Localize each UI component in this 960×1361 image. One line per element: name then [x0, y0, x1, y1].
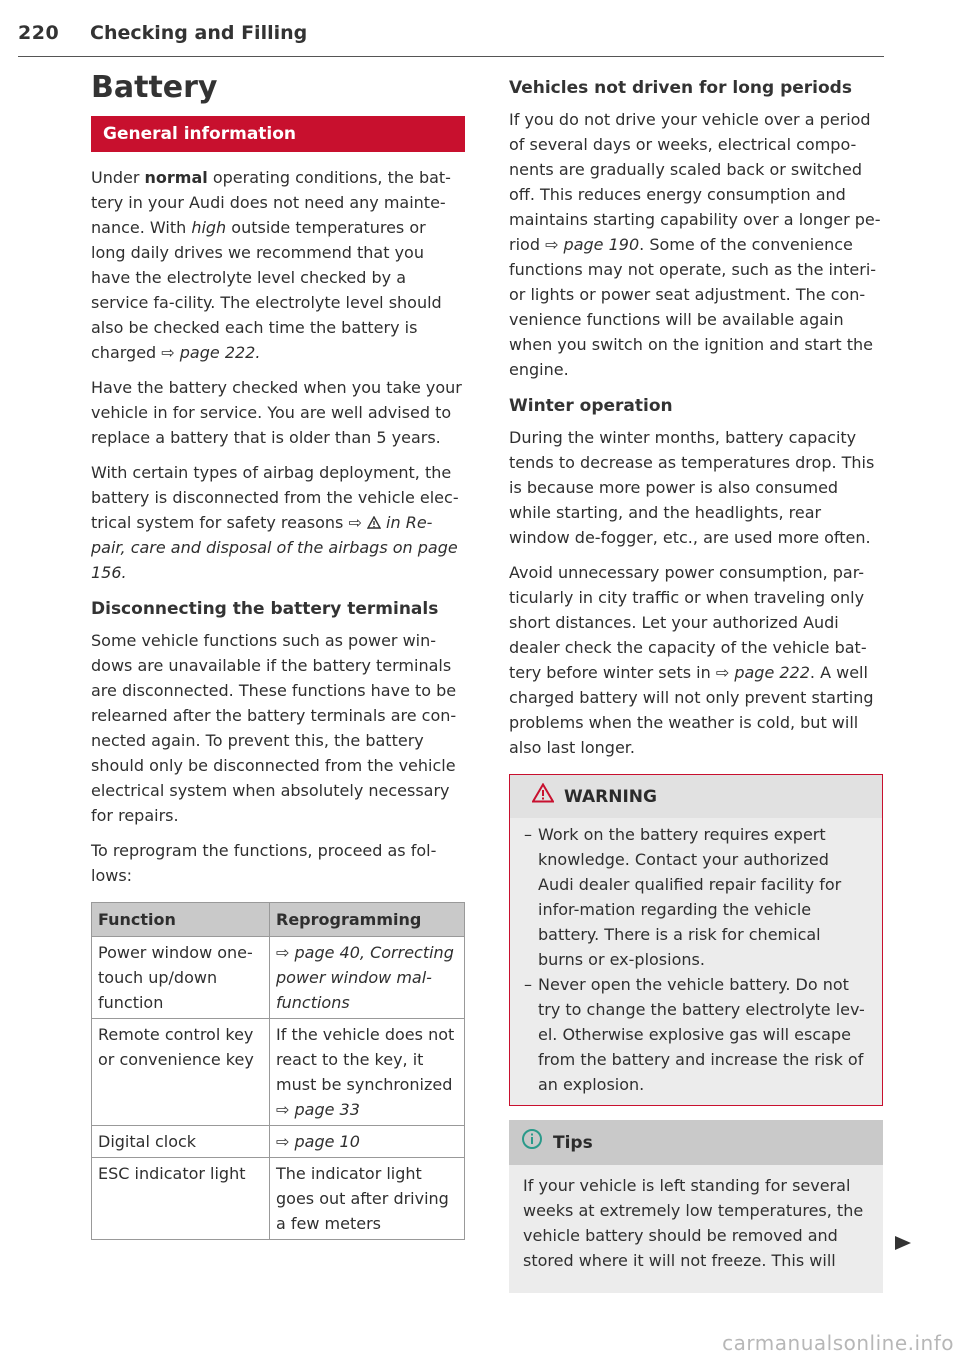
section-bar: General information — [91, 116, 465, 152]
table-row — [92, 937, 465, 1019]
paragraph-airbag — [91, 460, 465, 585]
continue-arrow-icon — [893, 1234, 913, 1256]
tips-text: If your vehicle is left standing for several weeks at extremely low temperatures, the vehicle battery should be removed and stored where it will not freeze. This will — [523, 1176, 864, 1270]
warning-body — [510, 818, 882, 1105]
left-column — [91, 70, 465, 1240]
page-link[interactable]: in Re-pair, care and disposal of the airbags on page 156. — [91, 513, 458, 582]
table-row — [92, 1158, 465, 1240]
text-span: outside temperatures or long daily drives we recommend that you have the electrolyte level checked by a service fa-cility. The electrolyte level should also be checked each time the battery is charged — [91, 218, 442, 362]
right-column — [509, 70, 883, 1293]
table-cell: ESC indicator light — [92, 1158, 270, 1240]
page-link[interactable]: ⇨ page 222. — [161, 343, 261, 362]
table-header-row — [92, 903, 465, 937]
italic-high: high — [191, 218, 227, 237]
table-cell[interactable]: ⇨ page 40, Correcting power window mal-functions — [270, 937, 465, 1019]
warning-box — [509, 774, 883, 1106]
paragraph-disconnecting: Some vehicle functions such as power win-dows are unavailable if the battery terminals are disconnected. These functions have to be relearned after the battery terminals are con-nected again. To prevent this, the battery should only be disconnected from the vehicle electrical system when absolutely necessary for repairs. — [91, 631, 457, 825]
text-span: Under — [91, 168, 145, 187]
heading-disconnecting: Disconnecting the battery terminals — [91, 599, 439, 619]
text-span: . A well charged battery will not only prevent starting problems when the weather is cold, but will also last longer. — [509, 663, 874, 757]
table-row — [92, 1019, 465, 1126]
table-cell: The indicator light goes out after driving a few meters — [270, 1158, 465, 1240]
warning-text: Work on the battery requires expert knowledge. Contact your authorized Audi dealer qualified repair facility for infor-mation regarding the vehicle battery. There is a risk for chemical burns or ex-plosions. — [538, 825, 842, 969]
reprogramming-table — [91, 902, 465, 1240]
text-span: If the vehicle does not react to the key, it must be synchronized — [276, 1025, 455, 1094]
table-row — [92, 1126, 465, 1158]
page-link[interactable]: ⇨ page 222 — [715, 663, 810, 682]
warning-text: Never open the vehicle battery. Do not try to change the battery electrolyte lev-el. Otherwise explosive gas will escape from the battery and increase the risk of an explosion. — [538, 975, 865, 1094]
text-span: Avoid unnecessary power consumption, par-ticularly in city traffic or when traveling only short distances. Let your authorized Audi dealer check the capacity of the vehicle bat-tery before winter sets in — [509, 563, 867, 682]
table-cell[interactable]: ⇨ page 10 — [270, 1126, 465, 1158]
table-header: Function — [92, 903, 270, 937]
tips-title: Tips — [553, 1132, 593, 1153]
table-cell: Power window one-touch up/down function — [92, 937, 270, 1019]
dash: – — [524, 975, 532, 994]
tips-body — [509, 1165, 883, 1293]
dash: – — [524, 825, 532, 844]
paragraph-normal-operation — [91, 165, 465, 365]
bold-normal: normal — [144, 168, 208, 187]
arrow-ref: ⇨ — [348, 513, 367, 532]
info-icon — [521, 1128, 543, 1157]
paragraph-avoid-consumption — [509, 560, 883, 760]
warning-triangle-icon — [532, 783, 554, 810]
text-span: . Some of the convenience functions may not operate, such as the interi-or lights or power seat adjustment. The con-venience functions will be available again when you switch on the ignition and start the engine. — [509, 235, 877, 379]
page-header — [18, 22, 884, 57]
text-span: operating conditions, the bat-tery in your Audi does not need any mainte-nance. With — [91, 168, 451, 237]
list-item — [524, 822, 868, 972]
paragraph-long-periods — [509, 107, 883, 382]
paragraph-service: Have the battery checked when you take your vehicle in for service. You are well advised to replace a battery that is older than 5 years. — [91, 378, 462, 447]
section-title: Checking and Filling — [90, 22, 308, 44]
watermark: carmanualsonline.info — [722, 1331, 954, 1355]
table-header: Reprogramming — [270, 903, 465, 937]
text-span: With certain types of airbag deployment, the battery is disconnected from the vehicle elec-trical system for safety reasons — [91, 463, 459, 532]
table-cell: Remote control key or convenience key — [92, 1019, 270, 1126]
heading-vehicles-not-driven: Vehicles not driven for long periods — [509, 78, 852, 98]
page-title: Battery — [91, 70, 218, 105]
table-cell: Digital clock — [92, 1126, 270, 1158]
paragraph-reprogram: To reprogram the functions, proceed as fol-lows: — [91, 841, 437, 885]
paragraph-winter: During the winter months, battery capacity tends to decrease as temperatures drop. This is because more power is also consumed while starting, and the headlights, rear window de-fogger, etc., are used more often. — [509, 428, 875, 547]
table-cell — [270, 1019, 465, 1126]
page-link[interactable]: ⇨ page 190 — [545, 235, 640, 254]
text-span: If you do not drive your vehicle over a period of several days or weeks, electrical compo-nents are gradually scaled back or switched off. This reduces energy consumption and maintains starting capability over a longer pe-riod — [509, 110, 881, 254]
page-number: 220 — [18, 22, 60, 44]
page-link[interactable]: ⇨ page 33 — [276, 1100, 360, 1119]
list-item — [524, 972, 868, 1097]
tips-header — [509, 1120, 883, 1165]
warning-header — [510, 775, 882, 818]
heading-winter-operation: Winter operation — [509, 396, 673, 416]
warning-title: WARNING — [564, 786, 657, 807]
warning-triangle-icon — [367, 513, 381, 532]
